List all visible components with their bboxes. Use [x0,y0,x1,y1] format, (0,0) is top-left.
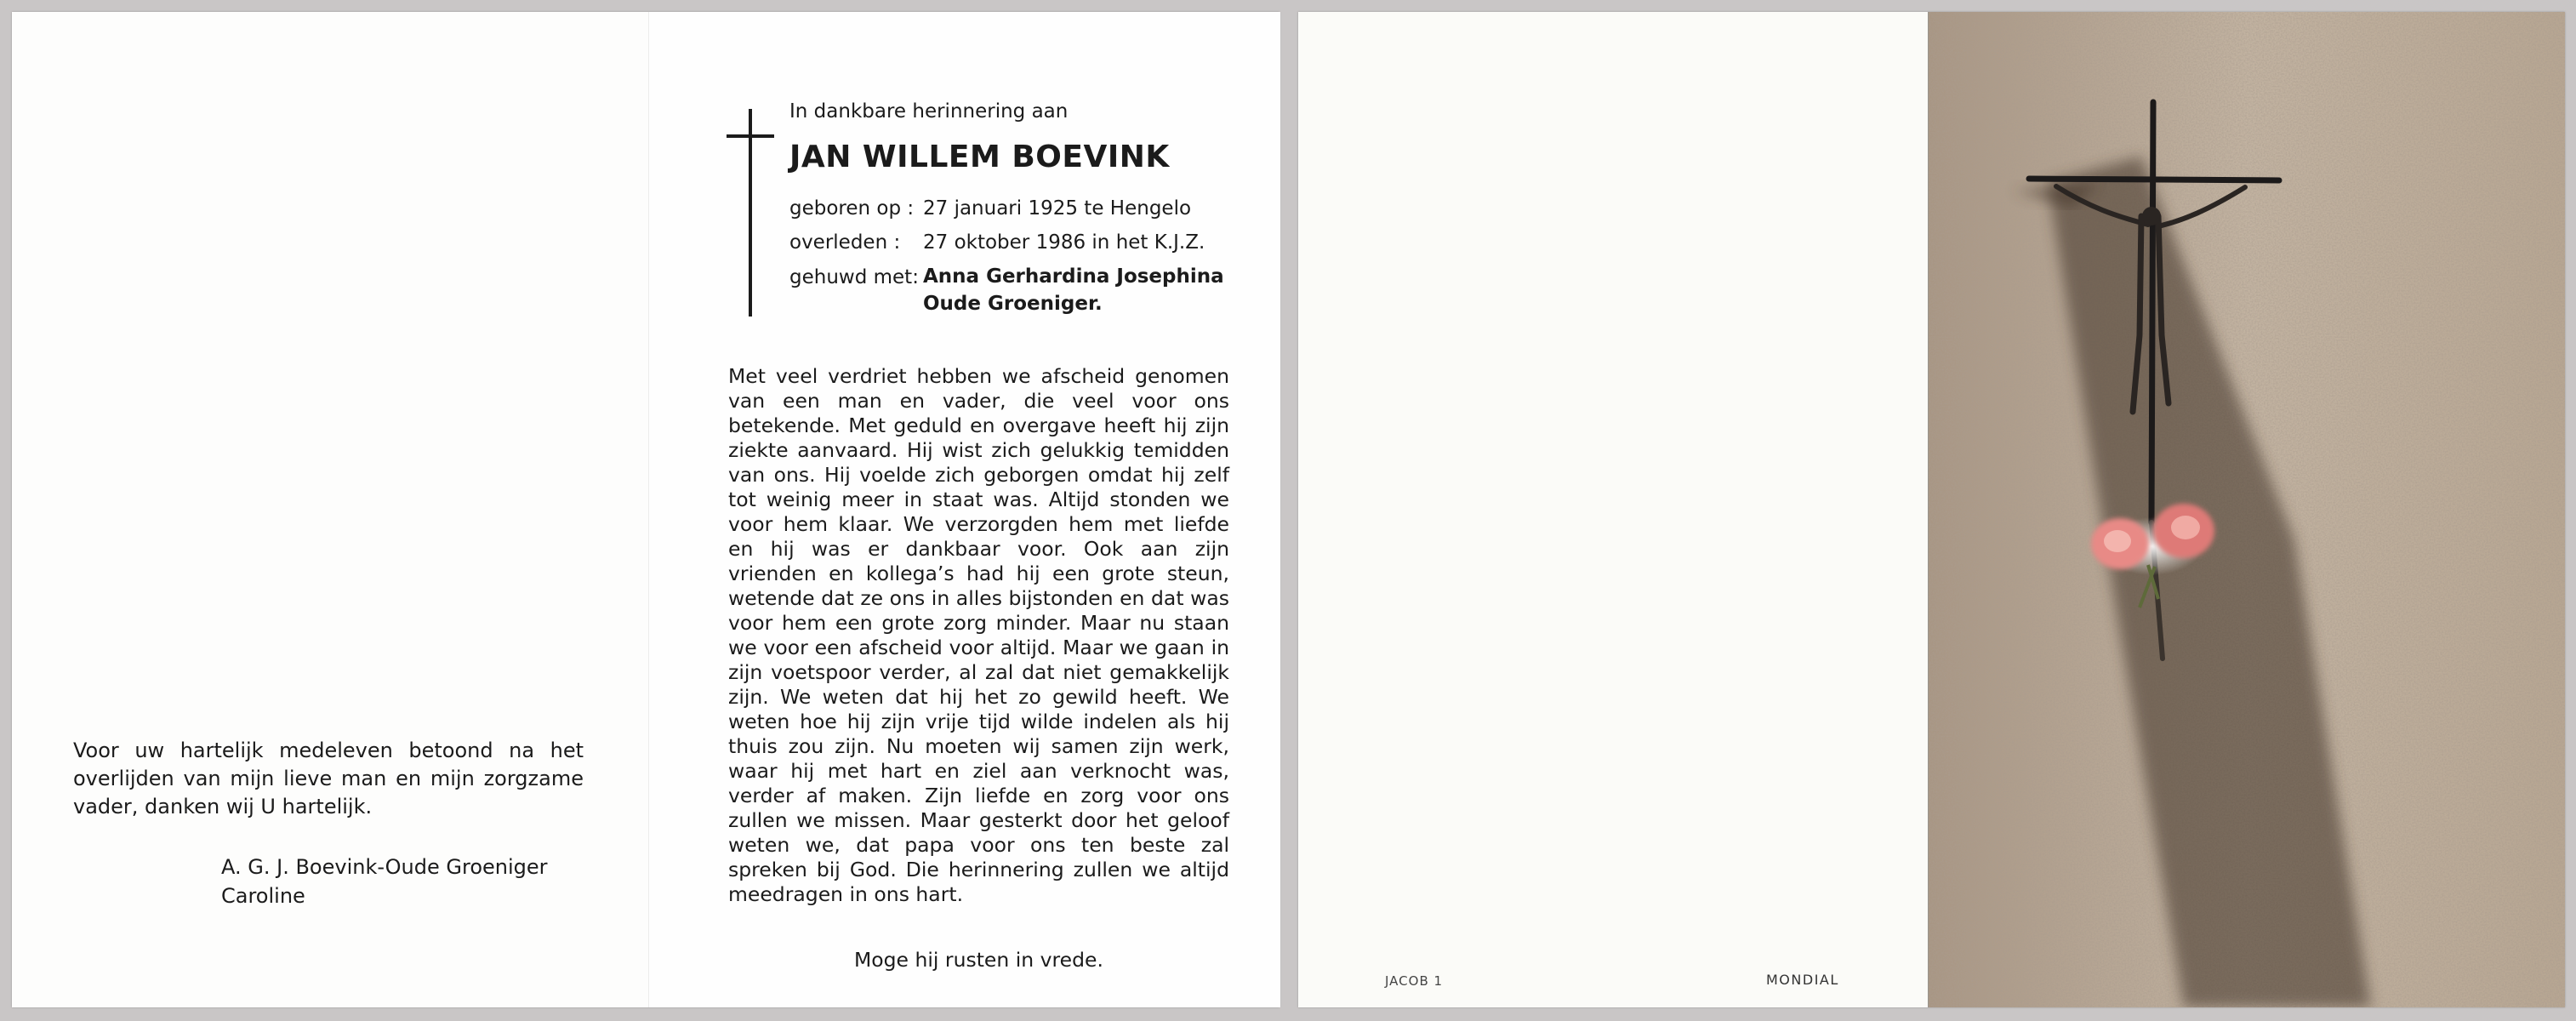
closing-line: Moge hij rusten in vrede. [853,948,1103,972]
blank-panel [1298,12,1928,1007]
crucifix-photo [1928,12,2565,1007]
death-label: overleden : [789,231,901,254]
birth-line [789,197,1191,220]
spouse-line [789,266,1224,317]
birth-label: geboren op : [789,197,915,220]
signature [221,853,548,910]
signature-line-1: A. G. J. Boevink-Oude Groeniger [221,855,548,879]
birth-value: 27 januari 1925 te Hengelo [923,197,1192,220]
deceased-name: JAN WILLEM BOEVINK [789,140,1170,174]
publisher-mark: MONDIAL [1766,972,1839,988]
spouse-label: gehuwd met: [789,266,919,288]
death-line [789,231,1205,254]
thanks-text: Voor uw hartelijk medeleven betoond na het overlijden van mijn lieve man en mijn zorgzame vader, danken wij U hartelijk. [73,739,584,819]
left-card [12,12,1279,1007]
right-card [1298,12,2565,1007]
spouse-name: Anna Gerhardina Josephina Oude Groeniger. [923,265,1224,315]
signature-line-2: Caroline [221,884,305,908]
print-code: JACOB 1 [1385,973,1444,989]
intro-text: In dankbare herinnering aan [789,100,1069,123]
cross-icon [727,109,774,317]
memorial-body-text: Met veel verdriet hebben we afscheid genomen van een man en vader, die veel voor ons betekende. Met geduld en overgave heeft hij zijn ziekte aanvaard. Hij wist zich gelukkig temidden van ons. Hij voelde zich geborgen omdat hij zelf tot weinig meer in staat was. Altijd stonden we voor hem klaar. We verzorgden hem met liefde en hij was er dankbaar voor. Ook aan zijn vrienden en kollega’s had hij een grote steun, wetende dat ze ons in alles bijstonden en dat was voor hem een grote zorg minder. Maar nu staan we voor een afscheid voor altijd. Maar we gaan in zijn voetspoor verder, al zal dat niet gemakkelijk zijn. We weten dat hij het zo gewild heeft. We weten hoe hij zijn vrije tijd wilde indelen als hij thuis zou zijn. Nu moeten wij samen zijn werk, waar hij met hart en ziel aan verknocht was, verder af maken. Zijn liefde en zorg voor ons zullen we missen. Maar gesterkt door het geloof weten we, dat papa voor ons ten beste zal spreken bij God. Die herinnering zullen we altijd meedragen in ons hart. [728,364,1229,906]
death-value: 27 oktober 1986 in het K.J.Z. [923,231,1205,254]
